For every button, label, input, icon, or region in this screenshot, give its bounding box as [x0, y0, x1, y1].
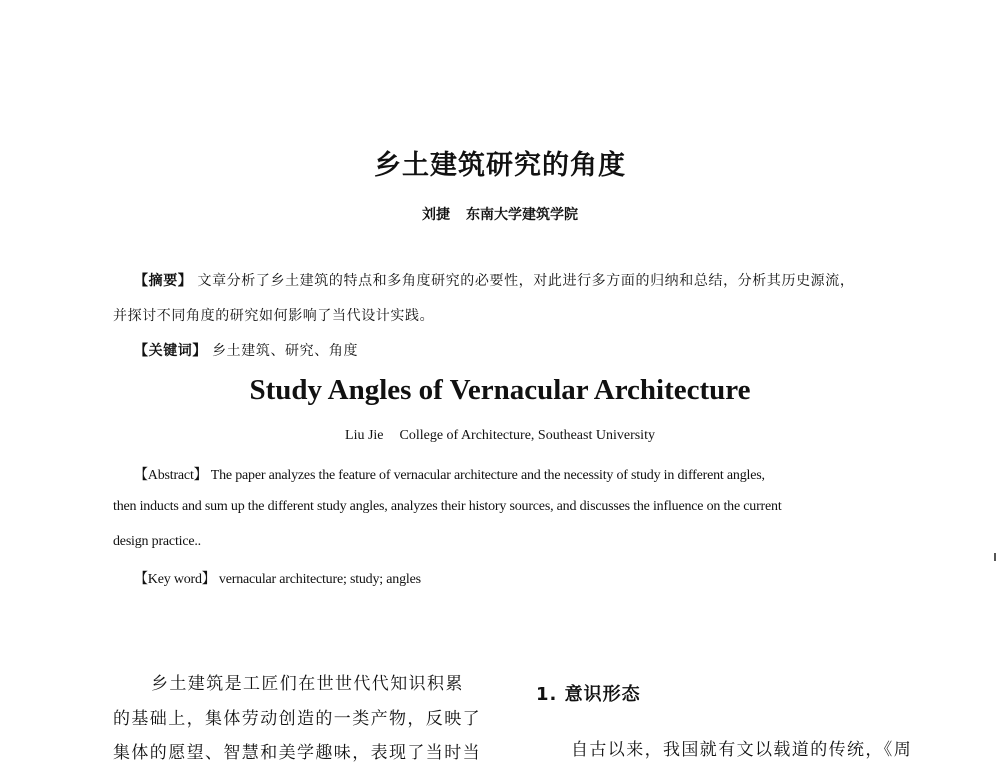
english-abstract-label: 【Abstract】: [134, 468, 208, 483]
english-author: Liu Jie: [345, 428, 384, 443]
english-affiliation: College of Architecture, Southeast University: [399, 428, 655, 443]
english-keywords-line: [134, 568, 421, 588]
chinese-abstract-text-1: 文章分析了乡土建筑的特点和多角度研究的必要性，对此进行多方面的归纳和总结，分析其历史源流，: [197, 273, 855, 289]
scan-edge-mark: [994, 553, 996, 561]
english-abstract-text-1: The paper analyzes the feature of vernacular architecture and the necessity of study in different angles,: [210, 468, 765, 483]
chinese-title: 乡土建筑研究的角度: [374, 150, 626, 181]
body-right-line-1: 自古以来，我国就有文以载道的传统，《周: [571, 740, 913, 760]
english-abstract-line-3: design practice..: [113, 534, 201, 549]
chinese-keywords: 乡土建筑、研究、角度: [212, 343, 359, 359]
chinese-affiliation: 东南大学建筑学院: [466, 207, 578, 223]
chinese-keywords-label: 【关键词】: [134, 343, 207, 359]
section-heading: 1. 意识形态: [536, 684, 641, 705]
english-keywords-label: 【Key word】: [134, 572, 216, 587]
english-abstract-line-2: then inducts and sum up the different study angles, analyzes their history sources, and discusses the influence on the current: [113, 499, 782, 514]
chinese-abstract-line-1: [134, 270, 854, 290]
body-left-line-1: 乡土建筑是工匠们在世世代代知识积累: [151, 674, 464, 694]
chinese-author-line: [0, 204, 1000, 224]
chinese-abstract-label: 【摘要】: [134, 273, 193, 289]
english-keywords: vernacular architecture; study; angles: [218, 572, 421, 587]
chinese-abstract-line-2: 并探讨不同角度的研究如何影响了当代设计实践。: [113, 308, 435, 324]
english-abstract-line-1: [134, 464, 765, 484]
english-title: Study Angles of Vernacular Architecture: [249, 374, 751, 406]
chinese-author: 刘捷: [422, 207, 450, 223]
english-author-line: [0, 428, 1000, 444]
body-left-line-3: 集体的愿望、智慧和美学趣味，表现了当时当: [113, 743, 481, 763]
body-left-line-2: 的基础上，集体劳动创造的一类产物，反映了: [113, 709, 481, 729]
chinese-keywords-line: [134, 340, 358, 360]
